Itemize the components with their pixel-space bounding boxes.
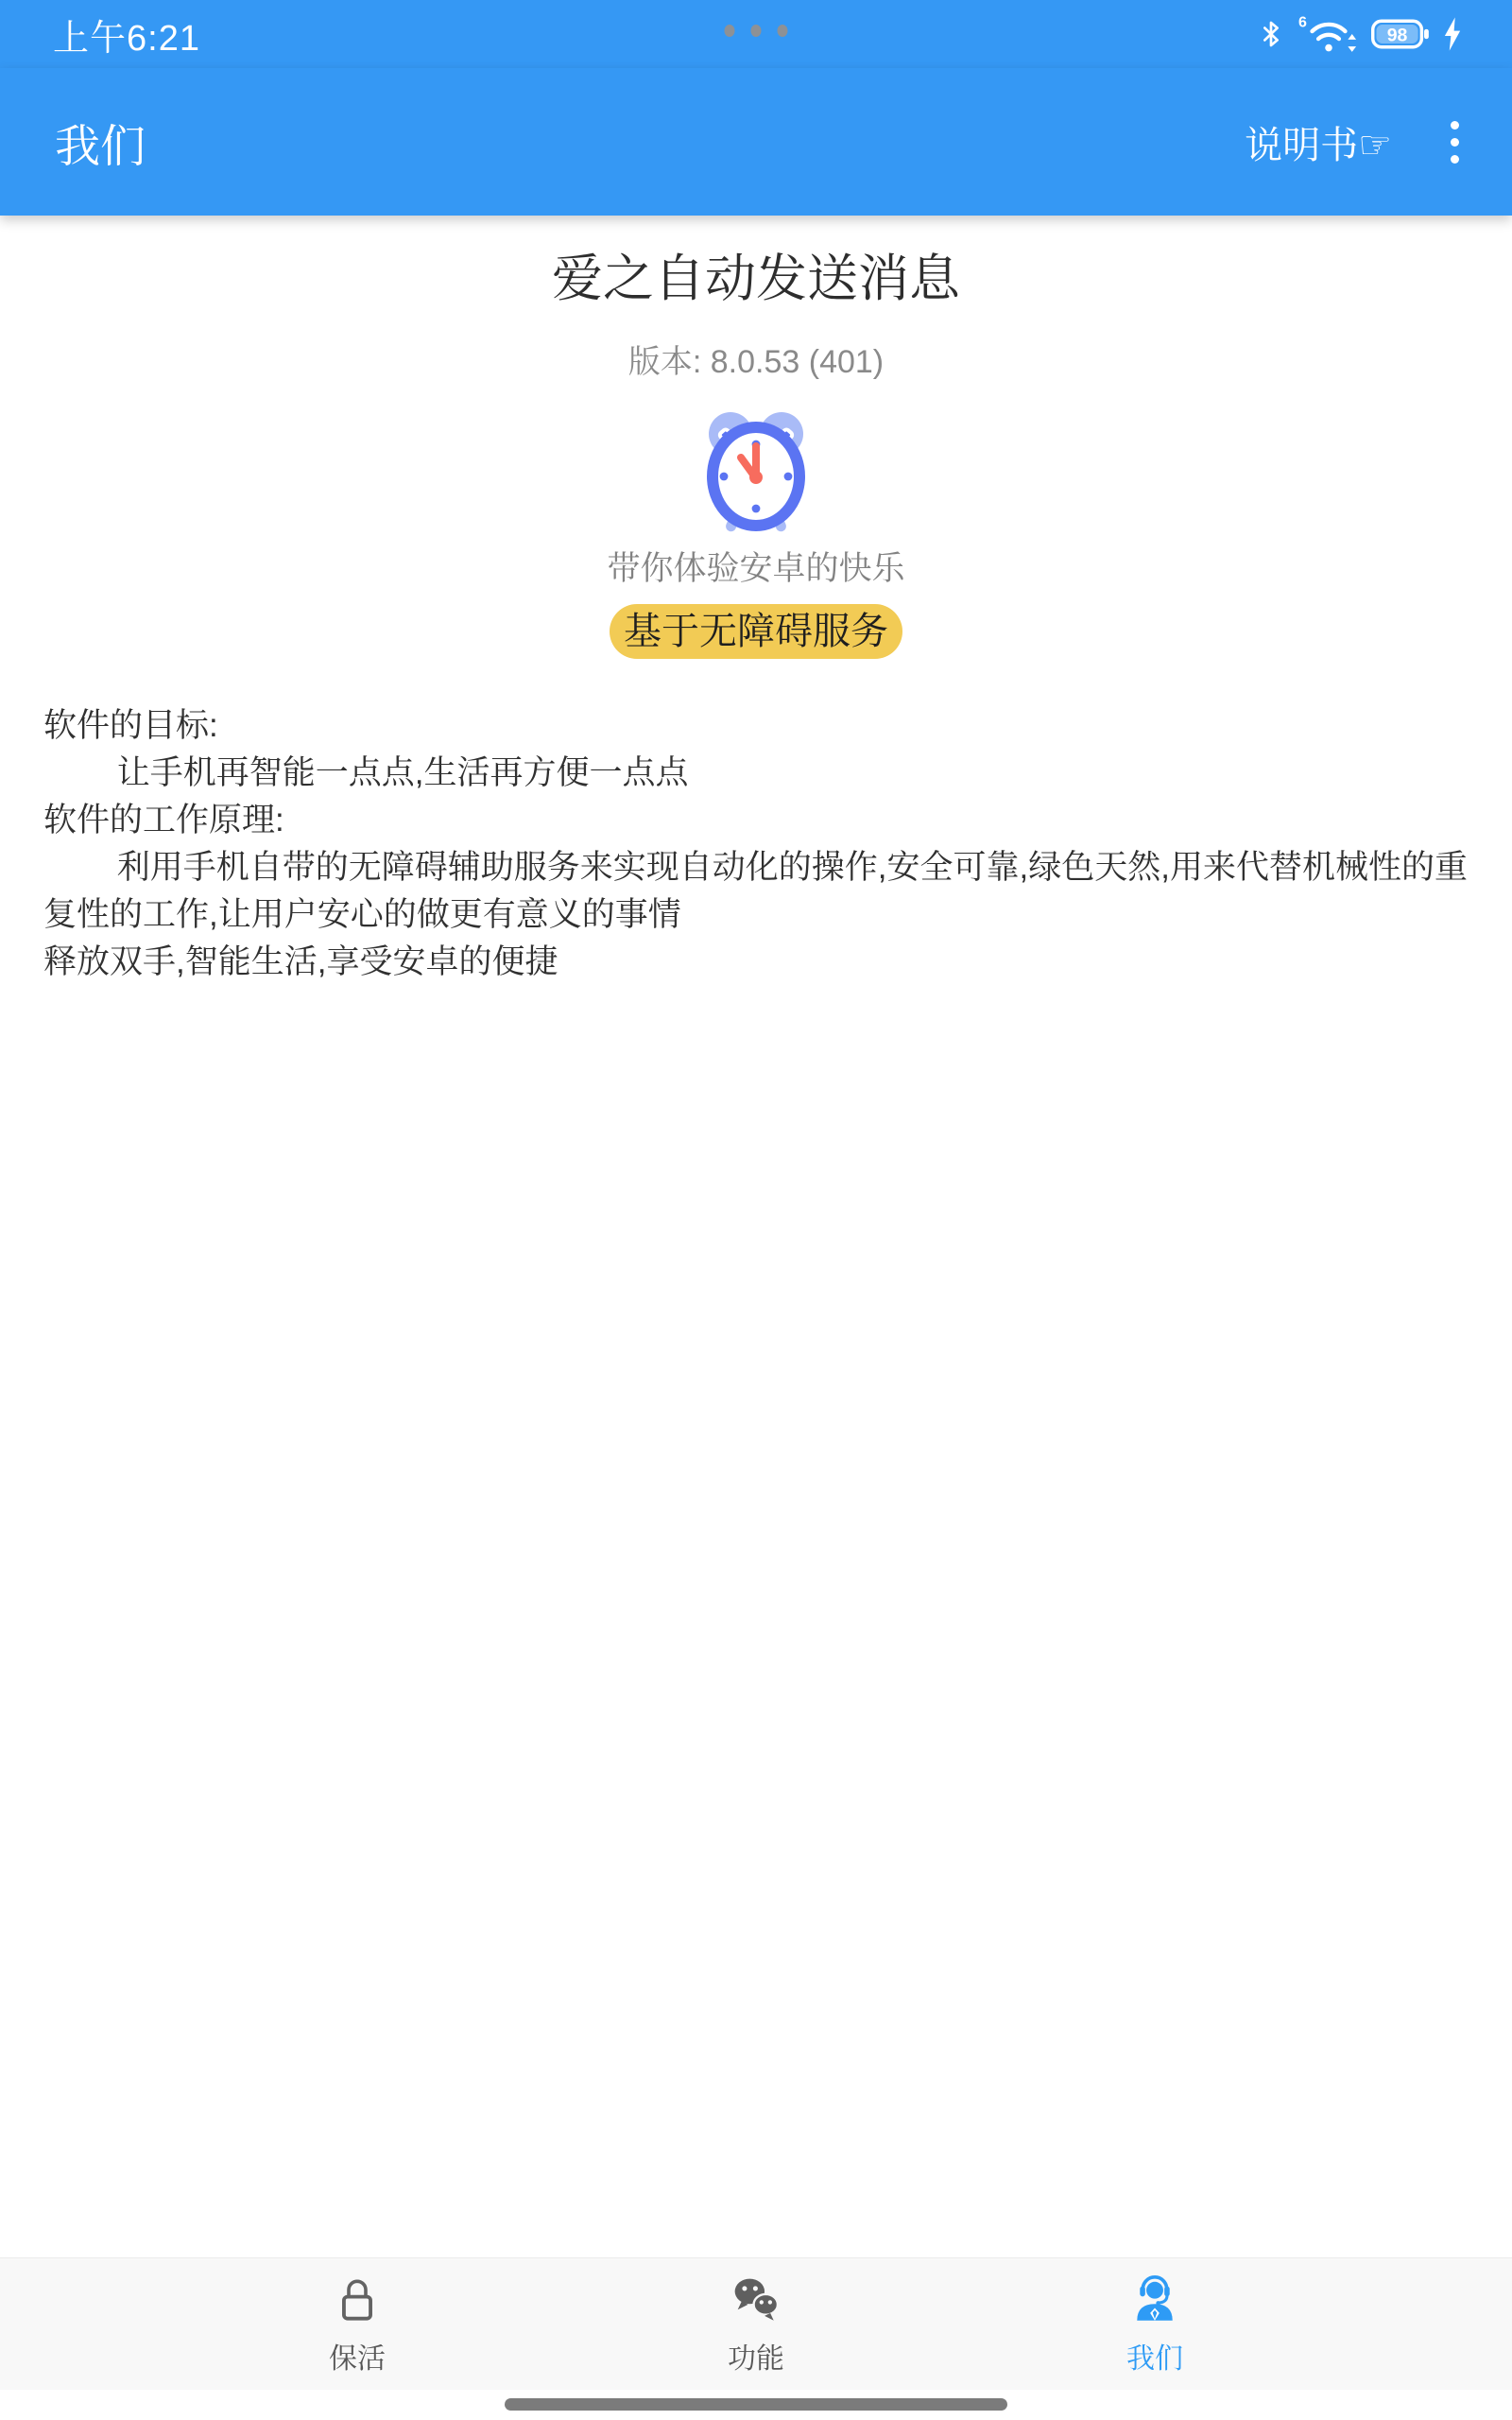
nav-item-about[interactable] xyxy=(955,2258,1354,2390)
app-bar-actions xyxy=(1245,115,1463,169)
about-page xyxy=(0,216,1512,2257)
slogan-text: 带你体验安卓的快乐 xyxy=(607,550,905,587)
description-line: 软件的目标: xyxy=(43,707,218,744)
accessibility-highlight: 基于无障碍服务 xyxy=(610,604,902,659)
home-indicator[interactable] xyxy=(505,2398,1007,2411)
nav-label: 保活 xyxy=(329,2342,386,2375)
bluetooth-icon xyxy=(1256,16,1286,52)
nav-item-keepalive[interactable] xyxy=(158,2258,557,2390)
page-title: 我们 xyxy=(55,121,146,172)
status-bar xyxy=(0,0,1512,68)
charging-icon xyxy=(1442,16,1463,52)
nav-label: 我们 xyxy=(1126,2342,1183,2375)
alarm-clock-icon xyxy=(699,403,813,535)
lock-icon xyxy=(332,2273,383,2327)
overflow-menu-icon[interactable] xyxy=(1447,115,1463,169)
description-line: 利用手机自带的无障碍辅助服务来实现自动化的操作,安全可靠,绿色天然,用来代替机械性的重复性的工作,让用户安心的做更有意义的事情 xyxy=(43,849,1468,933)
nav-label: 功能 xyxy=(728,2342,784,2375)
app-version: 版本: 8.0.53 (401) xyxy=(627,344,885,380)
manual-link[interactable]: 说明书☞ xyxy=(1245,124,1392,166)
status-time: 上午6:21 xyxy=(53,18,200,59)
app-bar xyxy=(0,68,1512,216)
wechat-icon xyxy=(729,2273,783,2327)
status-icons xyxy=(1256,13,1463,55)
description-line: 让手机再智能一点点,生活再方便一点点 xyxy=(43,754,689,791)
notch-dots xyxy=(725,25,788,37)
description-block xyxy=(0,702,1512,986)
nav-item-features[interactable] xyxy=(557,2258,955,2390)
wifi-generation-label: 6 xyxy=(1298,14,1307,31)
battery-percent-label: 98 xyxy=(1386,25,1408,46)
wifi-icon xyxy=(1298,13,1359,55)
description-line: 释放双手,智能生活,享受安卓的便捷 xyxy=(43,943,558,980)
description-line: 软件的工作原理: xyxy=(43,802,284,838)
customer-service-icon xyxy=(1127,2273,1182,2327)
bottom-nav xyxy=(0,2257,1512,2390)
gesture-bar-area xyxy=(0,2390,1512,2420)
battery-icon xyxy=(1371,17,1430,51)
app-name: 爱之自动发送消息 xyxy=(552,251,960,307)
